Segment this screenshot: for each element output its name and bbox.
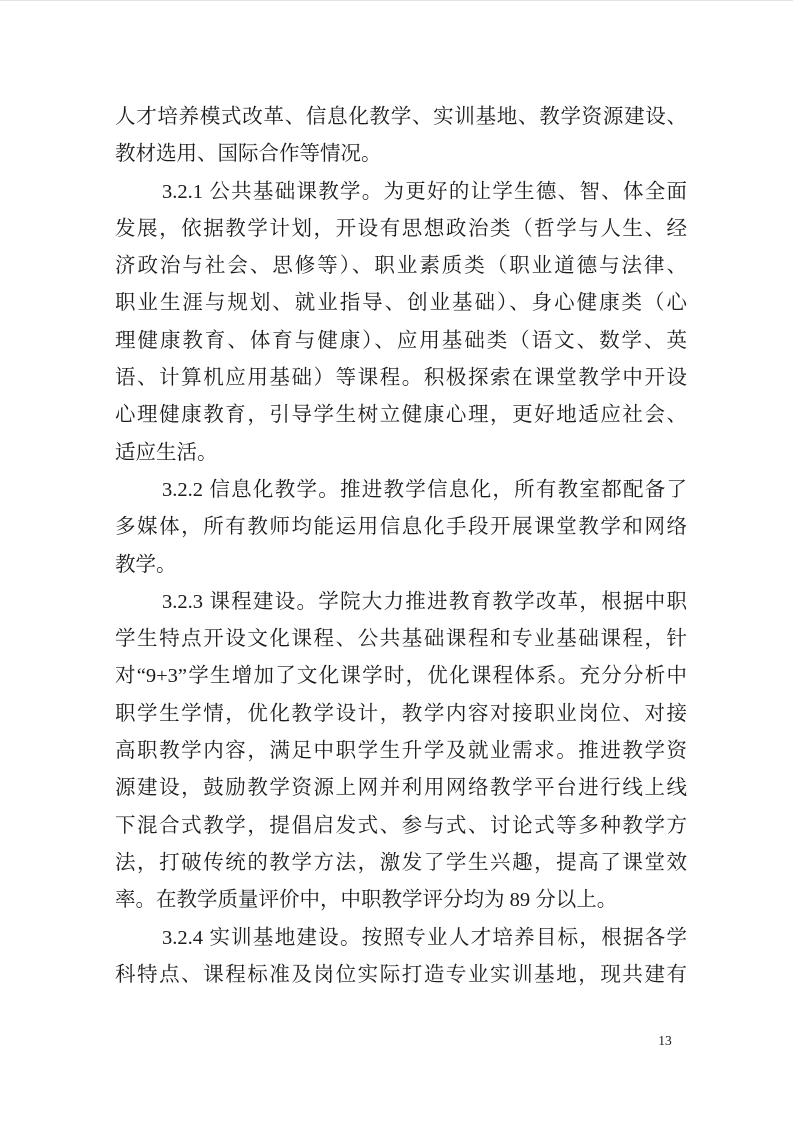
page-top-edge: [0, 0, 793, 1]
text-line: 发展，依据教学计划，开设有思想政治类（哲学与人生、经: [115, 217, 687, 240]
text-line: 下混合式教学，提倡启发式、参与式、讨论式等多种教学方: [115, 814, 687, 837]
text-line: 教材选用、国际合作等情况。: [115, 143, 382, 166]
text-line: 理健康教育、体育与健康）、应用基础类（语文、数学、英: [115, 329, 687, 352]
para-3-2-2: [115, 472, 687, 584]
text-line: 率。在教学质量评价中，中职教学评分均为 89 分以上。: [115, 889, 618, 912]
text-line: 适应生活。: [115, 441, 218, 464]
text-line: 人才培养模式改革、信息化教学、实训基地、教学资源建设、: [115, 106, 687, 128]
para-3-2-3: [115, 584, 687, 920]
para-continuation: [115, 99, 687, 174]
text-line: 心理健康教育，引导学生树立健康心理，更好地适应社会、: [115, 404, 687, 427]
text-line: 3.2.4 实训基地建设。按照专业人才培养目标，根据各学: [162, 926, 687, 949]
document-body: [115, 99, 687, 994]
text-line: 职学生学情，优化教学设计，教学内容对接职业岗位、对接: [115, 702, 687, 725]
text-line: 职业生涯与规划、就业指导、创业基础）、身心健康类（心: [115, 292, 687, 315]
text-line: 学生特点开设文化课程、公共基础课程和专业基础课程，针: [115, 628, 687, 651]
para-3-2-1: [115, 174, 687, 472]
text-line: 语、计算机应用基础）等课程。积极探索在课堂教学中开设: [115, 367, 687, 390]
text-line: 多媒体，所有教师均能运用信息化手段开展课堂教学和网络: [115, 516, 687, 539]
para-3-2-4: [115, 920, 687, 995]
text-line: 教学。: [115, 553, 177, 576]
page-number: 13: [658, 1033, 672, 1048]
text-line: 对“9+3”学生增加了文化课学时，优化课程体系。充分分析中: [115, 665, 687, 688]
text-line: 源建设，鼓励教学资源上网并利用网络教学平台进行线上线: [115, 777, 687, 800]
text-line: 济政治与社会、思修等）、职业素质类（职业道德与法律、: [115, 255, 687, 278]
text-line: 3.2.3 课程建设。学院大力推进教育教学改革，根据中职: [162, 590, 687, 613]
text-line: 法，打破传统的教学方法，激发了学生兴趣，提高了课堂效: [115, 851, 687, 874]
text-line: 3.2.2 信息化教学。推进教学信息化，所有教室都配备了: [162, 478, 687, 501]
text-line: 高职教学内容，满足中职学生升学及就业需求。推进教学资: [115, 740, 687, 763]
text-line: 3.2.1 公共基础课教学。为更好的让学生德、智、体全面: [162, 180, 687, 203]
text-line: 科特点、课程标准及岗位实际打造专业实训基地，现共建有: [115, 963, 687, 986]
